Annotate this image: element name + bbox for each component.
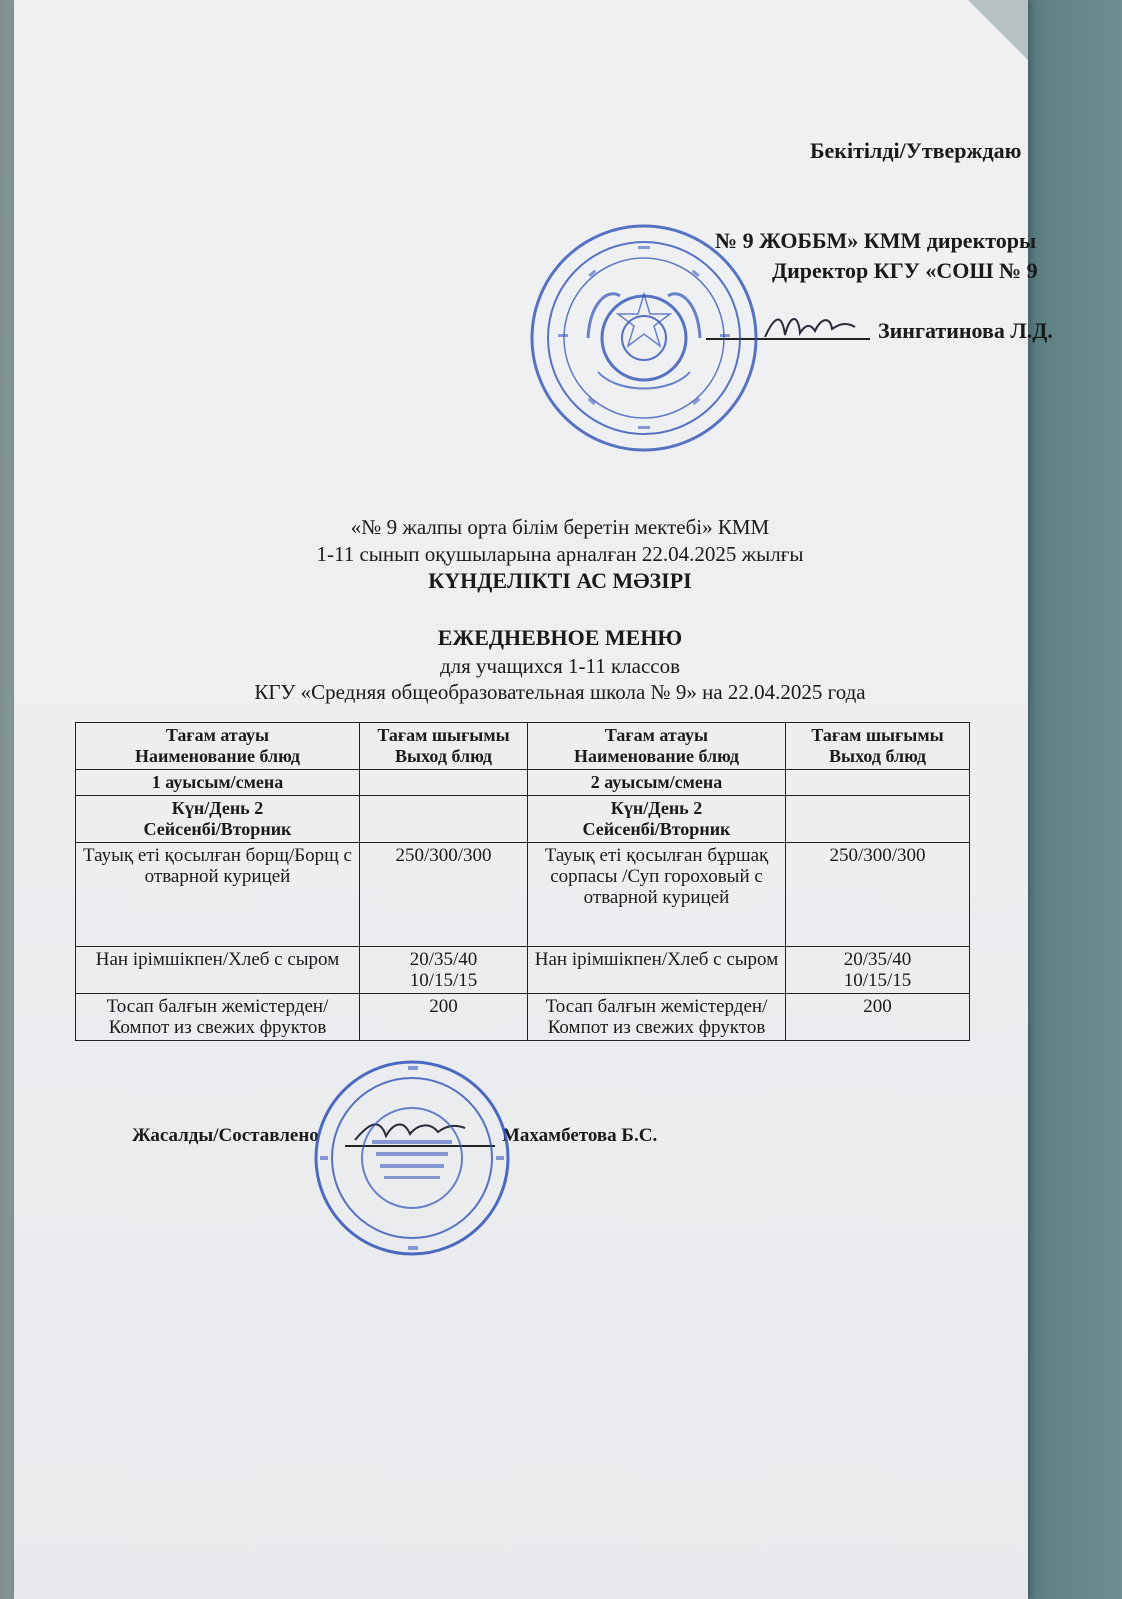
director-signature: [760, 305, 860, 345]
yield-shift1: 200: [360, 994, 528, 1041]
table-row: [76, 843, 970, 947]
school-name-kz: «№ 9 жалпы орта білім беретін мектебі» КММ: [350, 515, 770, 539]
shift1-label: 1 ауысым/смена: [76, 770, 360, 796]
shift-row: [76, 770, 970, 796]
director-name: Зингатинова Л.Д.: [878, 318, 1053, 343]
shift2-label: 2 ауысым/смена: [528, 770, 786, 796]
header-dish-name-2: Тағам атауы Наименование блюд: [528, 723, 786, 770]
header-dish-name-1: Тағам атауы Наименование блюд: [76, 723, 360, 770]
dish-shift1: Нан ірімшікпен/Хлеб с сыром: [76, 947, 360, 994]
day-label-2: Күн/День 2 Сейсенбі/Вторник: [528, 796, 786, 843]
header-yield-2: Тағам шығымы Выход блюд: [786, 723, 970, 770]
dish-shift2: Нан ірімшікпен/Хлеб с сыром: [528, 947, 786, 994]
dish-shift1: Тосап балғын жемістерден/Компот из свежих фруктов: [76, 994, 360, 1041]
empty-cell: [786, 770, 970, 796]
grades-ru: для учащихся 1-11 классов: [439, 654, 680, 678]
table-header-row: [76, 723, 970, 770]
menu-title-kz: КҮНДЕЛІКТІ АС МӘЗІРІ: [428, 568, 692, 593]
yield-shift2: 20/35/40 10/15/15: [786, 947, 970, 994]
yield-shift1: 20/35/40 10/15/15: [360, 947, 528, 994]
header-yield-1: Тағам шығымы Выход блюд: [360, 723, 528, 770]
compiled-by-label: Жасалды/Составлено: [132, 1125, 319, 1146]
empty-cell: [360, 770, 528, 796]
table-row: [76, 947, 970, 994]
empty-cell: [786, 796, 970, 843]
director-official-stamp: [528, 222, 760, 454]
director-title-kz: № 9 ЖОББМ» КММ директоры: [715, 228, 1037, 253]
menu-table: [75, 722, 970, 1041]
school-date-ru: КГУ «Средняя общеобразовательная школа № 9» на 22.04.2025 года: [254, 680, 866, 704]
director-title-ru: Директор КГУ «СОШ № 9: [772, 258, 1038, 283]
yield-shift2: 200: [786, 994, 970, 1041]
empty-cell: [360, 796, 528, 843]
day-row: [76, 796, 970, 843]
compiler-name: Махамбетова Б.С.: [502, 1125, 658, 1146]
yield-shift2: 250/300/300: [786, 843, 970, 947]
approval-label: Бекітілді/Утверждаю: [810, 138, 1022, 163]
table-row: [76, 994, 970, 1041]
yield-shift1: 250/300/300: [360, 843, 528, 947]
dish-shift1: Тауық еті қосылған борщ/Борщ с отварной курицей: [76, 843, 360, 947]
dish-shift2: Тосап балғын жемістерден/Компот из свежих фруктов: [528, 994, 786, 1041]
day-label-1: Күн/День 2 Сейсенбі/Вторник: [76, 796, 360, 843]
dish-shift2: Тауық еті қосылған бұршақ сорпасы /Суп гороховый с отварной курицей: [528, 843, 786, 947]
grades-date-kz: 1-11 сынып оқушыларына арналған 22.04.2025 жылғы: [316, 542, 804, 566]
torn-corner: [968, 0, 1028, 60]
compiler-official-stamp: [312, 1058, 512, 1258]
menu-title-ru: ЕЖЕДНЕВНОЕ МЕНЮ: [437, 625, 683, 650]
